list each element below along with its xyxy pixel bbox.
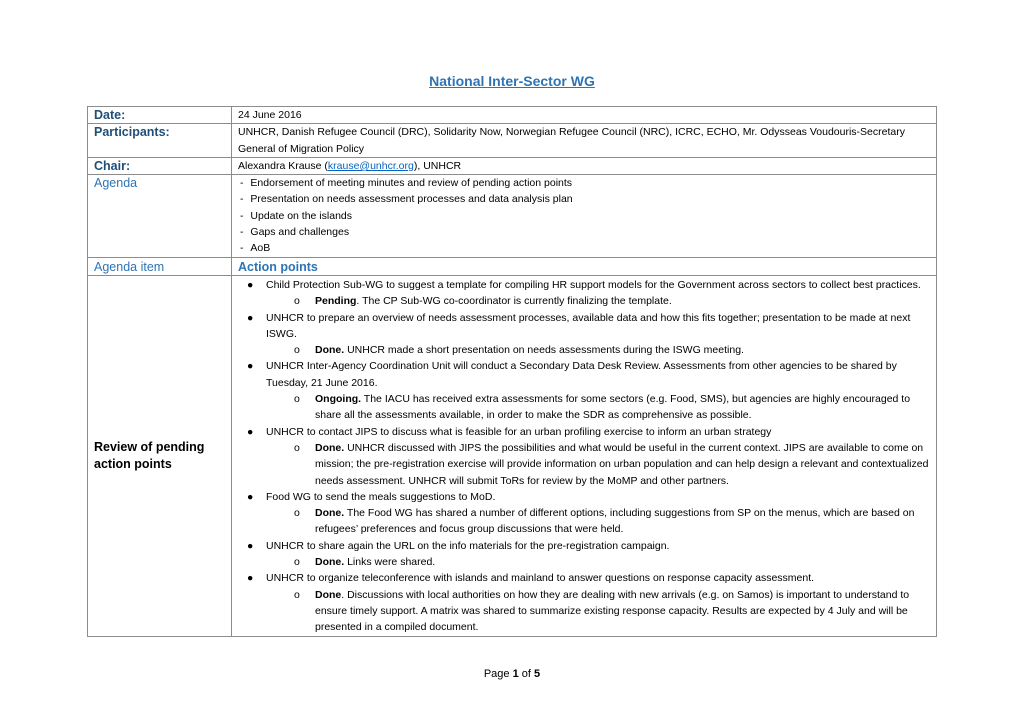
action-text: Food WG to send the meals suggestions to MoD.	[266, 490, 496, 503]
participants-label: Participants:	[88, 124, 232, 158]
chair-label: Chair:	[88, 157, 232, 174]
chair-org: ), UNHCR	[413, 159, 462, 172]
agenda-list-cell	[232, 175, 937, 257]
chair-email-link[interactable]: krause@unhcr.org	[327, 159, 414, 172]
date-row	[88, 107, 937, 124]
action-status	[266, 505, 930, 538]
circle-bullet-icon: o	[294, 393, 300, 406]
action-text: UNHCR Inter-Agency Coordination Unit will conduct a Secondary Data Desk Review. Assessments from other agencies to be shared by Tuesday, 21 June 2016.	[266, 360, 897, 389]
agenda-item: - Update on the islands	[240, 208, 930, 224]
bullet-icon: ●	[247, 311, 254, 324]
agenda-label: Agenda	[88, 175, 232, 257]
action-point	[238, 277, 930, 310]
agenda-item: - AoB	[240, 240, 930, 256]
status-label: Done.	[315, 507, 345, 520]
status-label: Done	[315, 588, 342, 601]
circle-bullet-icon: o	[294, 507, 300, 520]
agenda-item: - Gaps and challenges	[240, 224, 930, 240]
status-label: Pending	[315, 295, 357, 308]
action-points-list	[238, 277, 930, 636]
chair-value	[232, 157, 937, 174]
agenda-header-row	[88, 257, 937, 275]
circle-bullet-icon: o	[294, 295, 300, 308]
action-points-header: Action points	[232, 257, 937, 275]
bullet-icon: ●	[247, 539, 254, 552]
review-actions-cell	[232, 275, 937, 636]
action-point	[238, 538, 930, 571]
review-row	[88, 275, 937, 636]
agenda-list	[238, 175, 930, 256]
status-detail: UNHCR discussed with JIPS the possibilities and what would be useful in the current context. JIPS are available to come on mission; the pre-registration exercise will provide information on urban population and can help design a relevant and contextualized needs assessment. UNHCR will submit ToRs for review by the MoMP and other partners.	[315, 441, 929, 487]
action-text: UNHCR to organize teleconference with islands and mainland to answer questions on response capacity assessment.	[266, 572, 815, 585]
action-text: UNHCR to prepare an overview of needs assessment processes, available data and how this fits together; presentation to be made at next ISWG.	[266, 311, 911, 340]
page-middle: of	[518, 668, 535, 680]
agenda-item-header: Agenda item	[88, 257, 232, 275]
action-point	[238, 424, 930, 489]
bullet-icon: ●	[247, 425, 254, 438]
date-label: Date:	[88, 107, 232, 124]
page-footer	[0, 668, 1024, 680]
circle-bullet-icon: o	[294, 556, 300, 569]
participants-row	[88, 124, 937, 158]
status-label: Done.	[315, 344, 345, 357]
agenda-item: - Presentation on needs assessment processes and data analysis plan	[240, 191, 930, 207]
action-status	[266, 293, 930, 309]
chair-row	[88, 157, 937, 174]
status-detail: . Discussions with local authorities on how they are dealing with new arrivals (e.g. on Samos) is important to understand to ensure timely support. A matrix was shared to summarize existing response capacity. Results are expected by 4 July and will be presented in a compiled document.	[315, 588, 910, 634]
participants-value: UNHCR, Danish Refugee Council (DRC), Solidarity Now, Norwegian Refugee Council (NRC), ICRC, ECHO, Mr. Odysseas Voudouris-Secretary General of Migration Policy	[232, 124, 937, 158]
circle-bullet-icon: o	[294, 441, 300, 454]
action-status	[266, 554, 930, 570]
bullet-icon: ●	[247, 360, 254, 373]
agenda-row	[88, 175, 937, 257]
page-title: National Inter-Sector WG	[429, 73, 595, 89]
page-total: 5	[534, 668, 541, 680]
action-text: UNHCR to contact JIPS to discuss what is feasible for an urban profiling exercise to inform an urban strategy	[266, 425, 772, 438]
action-point	[238, 358, 930, 423]
action-status	[266, 440, 930, 489]
chair-name: Alexandra Krause (	[238, 159, 328, 172]
action-text: UNHCR to share again the URL on the info materials for the pre-registration campaign.	[266, 539, 670, 552]
review-label: Review of pending action points	[88, 275, 232, 636]
date-value: 24 June 2016	[232, 107, 937, 124]
status-detail: The Food WG has shared a number of different options, including suggestions from SP on the menus, which are based on refugees’ preferences and focus group discussions that were held.	[315, 507, 915, 536]
bullet-icon: ●	[247, 278, 254, 291]
action-status	[266, 587, 930, 636]
status-detail: The IACU has received extra assessments for some sectors (e.g. Food, SMS), but agencies are highly encouraged to share all the assessments available, in order to make the SDR as comprehensive as possible.	[315, 393, 911, 422]
bullet-icon: ●	[247, 572, 254, 585]
action-point	[238, 310, 930, 359]
action-point	[238, 570, 930, 635]
minutes-table	[87, 106, 937, 637]
circle-bullet-icon: o	[294, 344, 300, 357]
status-detail: UNHCR made a short presentation on needs assessments during the ISWG meeting.	[344, 344, 744, 357]
circle-bullet-icon: o	[294, 588, 300, 601]
bullet-icon: ●	[247, 490, 254, 503]
status-detail: Links were shared.	[344, 556, 436, 569]
status-label: Done.	[315, 441, 345, 454]
page-prefix: Page	[483, 668, 513, 680]
action-status	[266, 391, 930, 424]
action-point	[238, 489, 930, 538]
action-text: Child Protection Sub-WG to suggest a template for compiling HR support models for the Government across sectors to collect best practices.	[266, 278, 921, 291]
status-label: Ongoing.	[315, 393, 362, 406]
status-label: Done.	[315, 556, 345, 569]
action-status	[266, 342, 930, 358]
agenda-item: - Endorsement of meeting minutes and review of pending action points	[240, 175, 930, 191]
page-current: 1	[512, 668, 519, 680]
status-detail: . The CP Sub-WG co-coordinator is currently finalizing the template.	[356, 295, 672, 308]
